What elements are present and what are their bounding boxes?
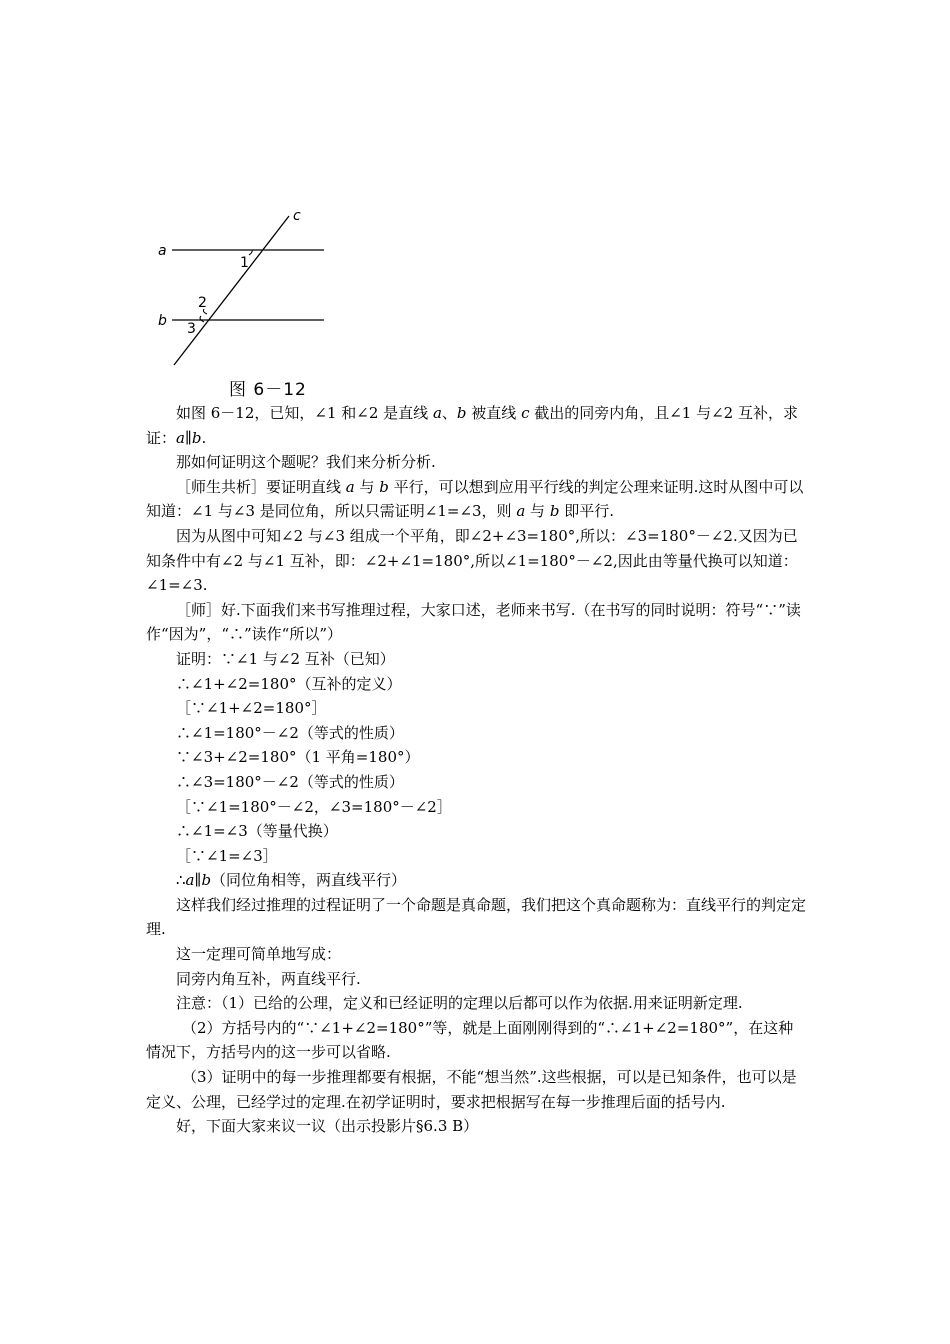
paragraph-question: 那如何证明这个题呢？我们来分析分析. <box>176 453 436 472</box>
label-b: b <box>158 313 167 329</box>
label-angle-3: 3 <box>187 321 196 337</box>
var-c: c <box>521 404 530 422</box>
paragraph-reasoning: 因为从图中可知∠2 与∠3 组成一个平角，即∠2+∠3=180°,所以：∠3=180°－∠2.又因为已知条件中有∠2 与∠1 互补，即：∠2+∠1=180°,所以∠1=180°－∠2,因此由等量代换可以知道：∠1=∠3. <box>146 526 798 595</box>
proof-line: ［∵∠1+∠2=180°］ <box>176 699 327 718</box>
text-run: 即平行. <box>559 502 614 521</box>
proof-line: ∴∠1=180°－∠2（等式的性质） <box>176 723 404 742</box>
paragraph-note-3: （3）证明中的每一步推理都要有根据，不能“想当然”.这些根据，可以是已知条件，也可以是定义、公理，已经学过的定理.在初学证明时，要求把根据写在每一步推理后面的括号内. <box>146 1068 797 1111</box>
label-c: c <box>293 208 301 224</box>
var-b: b <box>549 502 560 521</box>
paragraph-note-1: 注意：（1）已给的公理，定义和已经证明的定理以后都可以作为依据.用来证明新定理. <box>176 994 743 1013</box>
paragraph-theorem: 同旁内角互补，两直线平行. <box>176 969 361 988</box>
figure-caption: 图 6－12 <box>229 380 307 400</box>
text-run: . <box>201 428 207 447</box>
var-b: b <box>456 404 467 422</box>
proof-line: ∴∠1=∠3（等量代换） <box>176 822 338 841</box>
paragraph-summary-intro: 这一定理可简单地写成： <box>176 945 342 964</box>
paragraph-analysis <box>146 475 808 524</box>
proof-line <box>146 868 808 893</box>
label-a: a <box>158 243 167 259</box>
angle-1-arc <box>249 250 252 255</box>
text-run: 如图 6－12，已知，∠1 和∠2 是直线 <box>176 404 433 422</box>
text-run: 截出的同旁内角，且∠1 与∠2 互补，求证： <box>146 404 798 447</box>
proof-line: ∴∠1+∠2=180°（互补的定义） <box>176 674 402 693</box>
geometry-figure <box>146 204 368 400</box>
proof-line: ［∵∠1=∠3］ <box>176 846 278 865</box>
var-a: a <box>345 477 355 496</box>
text-run: 与 <box>354 477 380 496</box>
proof-line: 证明：∵∠1 与∠2 互补（已知） <box>176 649 395 668</box>
var-a: a <box>176 428 185 447</box>
text-run: 被直线 <box>466 404 522 422</box>
paragraph-note-2: （2）方括号内的“∵∠1+∠2=180°”等，就是上面刚刚得到的“∴∠1+∠2=180°”，在这种情况下，方括号内的这一步可以省略. <box>146 1018 794 1062</box>
label-angle-1: 1 <box>240 255 249 271</box>
paragraph-conclusion: 这样我们经过推理的过程证明了一个命题是真命题，我们把这个真命题称为：直线平行的判定定理. <box>146 895 807 939</box>
paragraph-problem <box>146 401 808 450</box>
paragraph-teacher: ［师］好.下面我们来书写推理过程，大家口述，老师来书写.（在书写的同时说明：符号“∵”读作“因为”，“∴”读作“所以”） <box>146 600 801 644</box>
var-a: a <box>185 871 195 890</box>
parallel-symbol: ∥ <box>184 428 192 447</box>
paragraph-discussion: 好，下面大家来议一议（出示投影片§6.3 B） <box>176 1117 479 1136</box>
proof-line: ∵∠3+∠2=180°（1 平角=180°） <box>176 748 420 767</box>
parallel-lines-diagram <box>146 204 368 374</box>
angle-3-arc <box>200 316 204 322</box>
body-text <box>146 401 808 1139</box>
therefore-symbol: ∴ <box>176 871 186 890</box>
text-run: （同位角相等，两直线平行） <box>211 871 407 890</box>
proof-line: ［∵∠1=180°－∠2，∠3=180°－∠2］ <box>176 797 452 816</box>
text-run: 平行，可以想到应用平行线的判定公理来证明.这时从图中可以知道：∠1 与∠3 是同位角，所以只需证明∠1=∠3，则 <box>146 477 804 521</box>
text-run: 与 <box>525 502 550 521</box>
var-b: b <box>191 428 202 447</box>
parallel-symbol: ∥ <box>194 871 202 890</box>
var-b: b <box>201 871 212 890</box>
var-a: a <box>432 404 442 422</box>
var-a: a <box>516 502 526 521</box>
text-run: 、 <box>441 404 457 422</box>
var-b: b <box>379 477 389 496</box>
transversal-c <box>174 216 289 365</box>
proof-line: ∴∠3=180°－∠2（等式的性质） <box>176 772 404 791</box>
text-run: ［师生共析］要证明直线 <box>176 477 346 496</box>
label-angle-2: 2 <box>198 295 207 311</box>
